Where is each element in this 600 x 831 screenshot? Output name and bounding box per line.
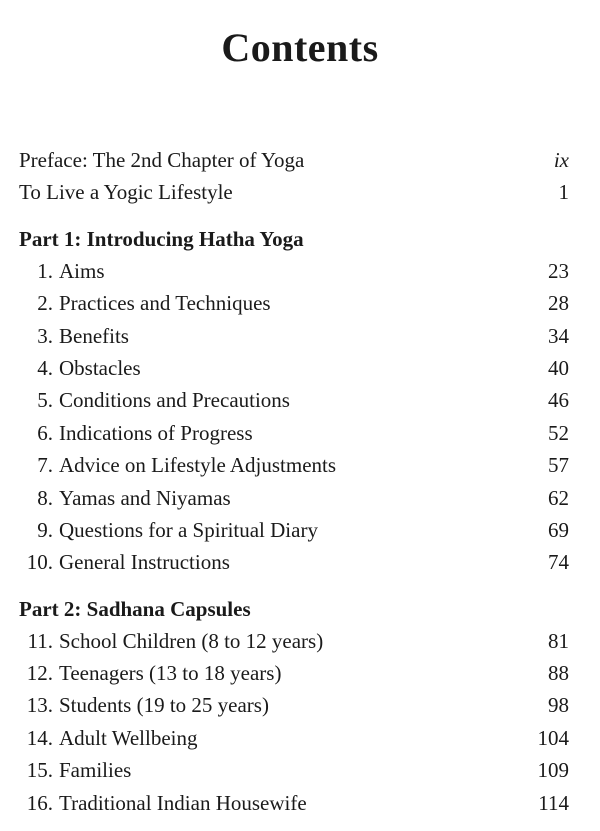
toc-entry	[19, 514, 569, 546]
toc-entry-label: Adult Wellbeing	[59, 725, 198, 750]
toc-entry-page: 34	[548, 323, 569, 348]
chapter-number: 2.	[37, 291, 53, 316]
part-heading: Part 2: Sadhana Capsules	[19, 596, 251, 621]
toc-entry-page: 104	[537, 725, 569, 750]
toc-entry-yogic-lifestyle	[19, 176, 569, 208]
toc-entry-page: 57	[548, 453, 569, 478]
chapter-number: 9.	[37, 517, 53, 542]
toc-entry	[19, 625, 569, 657]
toc-entry-page: 81	[548, 628, 569, 653]
toc-entry-label: Obstacles	[59, 355, 141, 380]
toc-entry-label: Yamas and Niyamas	[59, 485, 231, 510]
toc-entry-page: 62	[548, 485, 569, 510]
chapter-number: 7.	[37, 453, 53, 478]
chapter-number: 6.	[37, 420, 53, 445]
toc-entry-page: 28	[548, 291, 569, 316]
chapter-number: 8.	[37, 485, 53, 510]
toc-entry	[19, 657, 569, 689]
toc-entry-page: 52	[548, 420, 569, 445]
chapter-number: 5.	[37, 388, 53, 413]
chapter-number: 12.	[26, 661, 53, 686]
toc-entry-label: Indications of Progress	[59, 420, 253, 445]
toc-entry	[19, 482, 569, 514]
toc-entry	[19, 787, 569, 819]
toc-entry-label: Questions for a Spiritual Diary	[59, 517, 318, 542]
toc-entry-label: Aims	[59, 258, 105, 283]
toc-entry	[19, 689, 569, 721]
toc-entry	[19, 722, 569, 754]
part-heading: Part 1: Introducing Hatha Yoga	[19, 226, 304, 251]
toc-entry-label: Practices and Techniques	[59, 291, 271, 316]
toc-entry-page: 109	[537, 758, 569, 783]
toc-entry-page: 46	[548, 388, 569, 413]
toc-entry-label: General Instructions	[59, 550, 230, 575]
toc-entry-label: School Children (8 to 12 years)	[59, 628, 324, 653]
toc-entry-page: 69	[548, 517, 569, 542]
chapter-number: 16.	[26, 790, 53, 815]
chapter-number: 11.	[27, 628, 53, 653]
toc-entry-preface	[19, 144, 569, 176]
toc-entry-label: Families	[59, 758, 132, 783]
toc-entry-label: Preface: The 2nd Chapter of Yoga	[19, 148, 305, 172]
toc-entry-label: To Live a Yogic Lifestyle	[19, 180, 233, 205]
toc-entry	[19, 546, 569, 578]
toc-entry-page: 74	[548, 550, 569, 575]
chapter-number: 4.	[37, 355, 53, 380]
table-of-contents	[19, 144, 569, 819]
toc-entry-label: Conditions and Precautions	[59, 388, 290, 413]
toc-entry-page: 114	[538, 790, 569, 815]
page-title: Contents	[221, 25, 379, 70]
toc-entry-page: 40	[548, 355, 569, 380]
toc-entry	[19, 754, 569, 786]
toc-entry-page: 88	[548, 661, 569, 686]
toc-entry-label: Traditional Indian Housewife	[59, 790, 307, 815]
toc-entry-page: 23	[548, 258, 569, 283]
toc-entry-label: Teenagers (13 to 18 years)	[59, 661, 282, 686]
toc-entry	[19, 352, 569, 384]
toc-entry	[19, 384, 569, 416]
chapter-number: 1.	[37, 258, 53, 283]
chapter-number: 14.	[26, 725, 53, 750]
toc-entry-page: 1	[558, 180, 569, 205]
toc-entry-page: ix	[553, 148, 569, 172]
chapter-number: 3.	[37, 323, 53, 348]
toc-entry	[19, 255, 569, 287]
toc-entry-page: 98	[548, 693, 569, 718]
toc-entry	[19, 320, 569, 352]
toc-entry-label: Students (19 to 25 years)	[59, 693, 269, 718]
toc-entry	[19, 287, 569, 319]
toc-entry	[19, 417, 569, 449]
chapter-number: 10.	[26, 550, 53, 575]
toc-entry	[19, 449, 569, 481]
chapter-number: 13.	[26, 693, 53, 718]
toc-entry-label: Benefits	[59, 323, 129, 348]
chapter-number: 15.	[26, 758, 53, 783]
toc-entry-label: Advice on Lifestyle Adjustments	[59, 453, 337, 478]
